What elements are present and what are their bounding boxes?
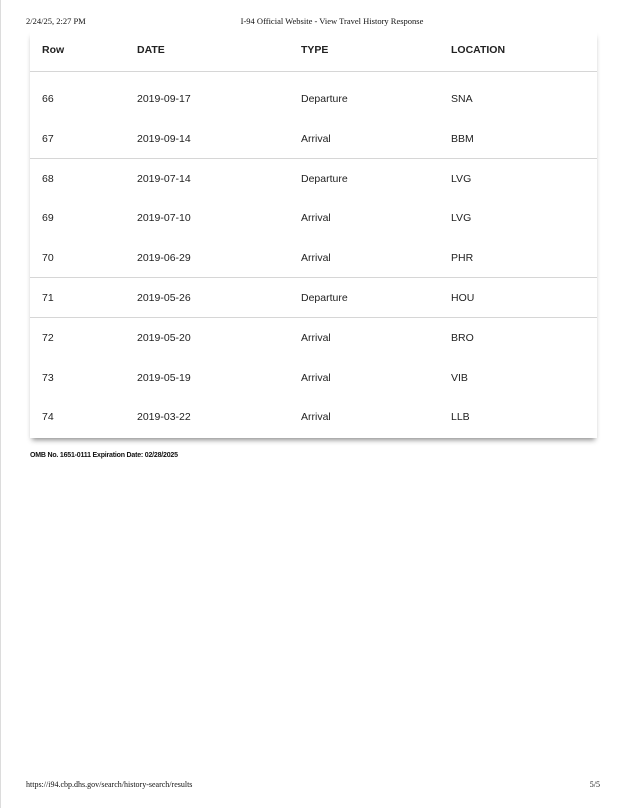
cell-date: 2019-09-17 [137, 93, 191, 105]
cell-date: 2019-05-26 [137, 291, 191, 304]
print-footer [26, 780, 600, 792]
table-row [30, 358, 597, 398]
table-body [30, 79, 597, 437]
table-header [30, 31, 597, 72]
cell-row: 67 [42, 132, 54, 145]
cell-type: Arrival [301, 331, 331, 344]
table-row [30, 79, 597, 119]
table-row [30, 198, 597, 238]
cell-type: Arrival [301, 212, 331, 225]
table-row [30, 119, 597, 159]
cell-location: BRO [451, 331, 474, 344]
cell-location: HOU [451, 291, 475, 304]
cell-row: 74 [42, 411, 54, 424]
cell-date: 2019-07-14 [137, 172, 191, 185]
print-page-number: 5/5 [589, 780, 600, 789]
column-header-date: DATE [137, 44, 165, 56]
cell-type: Departure [301, 172, 348, 185]
cell-type: Arrival [301, 411, 331, 424]
cell-row: 68 [42, 172, 54, 185]
print-date: 2/24/25, 2:27 PM [26, 16, 86, 26]
cell-location: BBM [451, 132, 474, 145]
table-row [30, 397, 597, 437]
table-row [30, 159, 597, 199]
cell-row: 70 [42, 252, 54, 265]
column-header-location: LOCATION [451, 44, 506, 56]
cell-row: 69 [42, 212, 54, 225]
column-header-row: Row [42, 44, 65, 56]
cell-date: 2019-09-14 [137, 132, 191, 145]
cell-location: LLB [451, 411, 470, 424]
cell-type: Arrival [301, 371, 331, 384]
cell-type: Departure [301, 291, 348, 304]
travel-history-table [30, 31, 597, 438]
cell-location: VIB [451, 371, 468, 384]
cell-location: LVG [451, 172, 472, 185]
cell-row: 73 [42, 371, 54, 384]
print-header [26, 16, 598, 28]
print-url: https://i94.cbp.dhs.gov/search/history-search/results [26, 780, 193, 789]
omb-notice: OMB No. 1651-0111 Expiration Date: 02/28/2025 [30, 452, 178, 459]
cell-row: 72 [42, 331, 54, 344]
table-row [30, 238, 597, 278]
cell-row: 71 [42, 291, 54, 304]
print-title: I-94 Official Website - View Travel History Response [240, 16, 424, 26]
table-row [30, 318, 597, 358]
cell-type: Arrival [301, 252, 331, 265]
cell-row: 66 [42, 93, 54, 105]
table-row [30, 278, 597, 318]
column-header-type: TYPE [301, 44, 329, 56]
cell-date: 2019-05-20 [137, 331, 191, 344]
cell-date: 2019-03-22 [137, 411, 191, 424]
page-edge [0, 0, 1, 808]
cell-location: PHR [451, 252, 474, 265]
cell-location: LVG [451, 212, 472, 225]
cell-location: SNA [451, 93, 473, 105]
cell-type: Arrival [301, 132, 331, 145]
cell-date: 2019-05-19 [137, 371, 191, 384]
cell-date: 2019-06-29 [137, 252, 191, 265]
cell-type: Departure [301, 93, 348, 105]
cell-date: 2019-07-10 [137, 212, 191, 225]
